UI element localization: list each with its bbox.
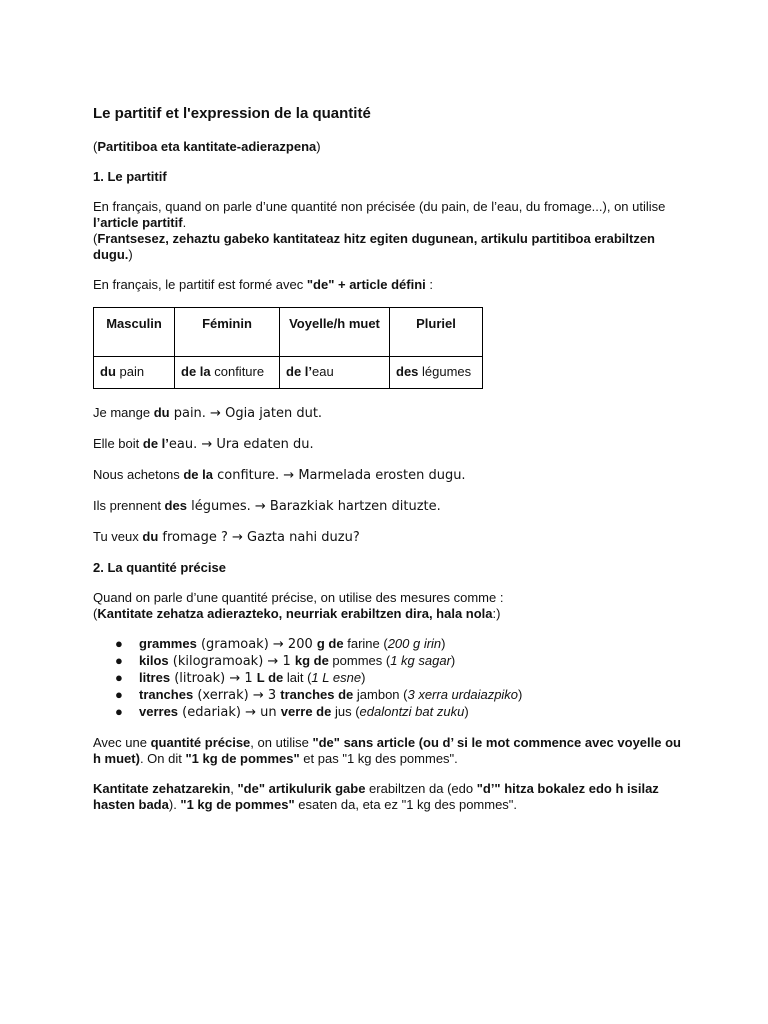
partitif-table [93,307,483,389]
rule-text: et pas "1 kg des pommes". [299,751,458,766]
subtitle [93,139,683,155]
unit-rest: farine ( [343,636,388,651]
measures-list [93,636,683,721]
example-post: légumes. → Barazkiak hartzen dituzte. [186,499,441,514]
unit-name: grammes [139,636,197,651]
rule-bold: "1 kg de pommes" [185,751,300,766]
quantite-intro-basque [93,606,683,622]
example-sentence [93,405,683,422]
unit-rest: jambon ( [353,687,408,702]
table-cell [280,357,390,389]
example-sentence [93,467,683,484]
rule-bold: "de" artikulurik gabe [237,781,366,796]
list-item [93,653,683,670]
quantite-intro: Quand on parle d’une quantité précise, on utilise des mesures comme : [93,590,504,605]
unit-example: verre de [280,704,332,719]
example-post: fromage ? → Gazta nahi duzu? [158,530,360,545]
cell-bold: de l’ [286,364,313,379]
partitif-intro-basque [93,231,683,263]
cell-text: légumes [418,364,472,379]
rule-bold: "d’" hitza bokalez edo h isilaz hasten bada [93,781,659,812]
partitif-formation [93,277,683,293]
bullet-icon: ● [115,636,123,651]
table-header: Voyelle/h muet [280,308,390,357]
example-sentence [93,436,683,453]
unit-rest: jus ( [331,704,360,719]
unit-translation: edalontzi bat zuku [359,704,465,719]
section-heading-quantite: 2. La quantité précise [93,560,226,575]
unit-name: kilos [139,653,169,668]
document-body [93,104,683,827]
unit-end: ) [450,653,456,668]
unit-end: ) [361,670,366,685]
unit-rest: lait ( [283,670,312,685]
basque-bold: Kantitate zehatza adierazteko, neurriak erabiltzen dira, hala nola [97,606,493,621]
example-bold: du [153,405,170,420]
cell-text: eau [312,364,334,379]
example-pre: Nous achetons [93,467,184,482]
subtitle-open: ( [93,139,98,154]
table-row [94,357,483,389]
basque-bold: Frantsesez, zehaztu gabeko kantitateaz hitz egiten dugunean, artikulu partitiboa erabiltzen dugu. [93,231,655,262]
formed-bold: "de" + article défini [306,277,426,292]
basque-open: ( [93,231,98,246]
unit-rest: pommes ( [328,653,391,668]
example-bold: des [164,498,187,513]
unit-example: kg de [294,653,329,668]
unit-translation: 1 L esne [311,670,362,685]
example-sentence [93,498,683,515]
example-pre: Tu veux [93,529,143,544]
subtitle-close: ) [316,139,321,154]
example-bold: du [142,529,159,544]
page-title: Le partitif et l'expression de la quantité [93,105,371,122]
example-pre: Elle boit [93,436,143,451]
rule-text: . On dit [139,751,186,766]
unit-name: tranches [139,687,194,702]
example-bold: de l’ [142,436,169,451]
table-cell [390,357,483,389]
example-post: confiture. → Marmelada erosten dugu. [212,468,466,483]
intro-text: En français, quand on parle d’une quantité non précisée (du pain, de l’eau, du fromage...), on utilise [93,199,666,214]
table-header: Féminin [175,308,280,357]
unit-end: ) [518,687,523,702]
rule-text: , [230,781,238,796]
list-item [93,704,683,721]
rule-basque [93,781,683,813]
unit-name: litres [139,670,171,685]
unit-example: tranches de [280,687,354,702]
unit-end: ) [464,704,469,719]
unit-example: L de [256,670,284,685]
unit-name: verres [139,704,179,719]
unit-basque: (litroak) → 1 [170,671,257,686]
basque-open: ( [93,606,98,621]
bullet-icon: ● [115,653,123,668]
cell-text: confiture [210,364,265,379]
table-cell [94,357,175,389]
table-header: Pluriel [390,308,483,357]
section-heading-partitif: 1. Le partitif [93,169,167,184]
unit-example: g de [316,636,344,651]
rule-french [93,735,683,767]
example-bold: de la [183,467,213,482]
formed-end: : [425,277,434,292]
unit-basque: (gramoak) → 200 [196,637,317,652]
intro-bold: l’article partitif [93,215,183,230]
list-item [93,687,683,704]
unit-basque: (edariak) → un [178,705,281,720]
example-sentence [93,529,683,546]
bullet-icon: ● [115,670,123,685]
basque-close: :) [492,606,501,621]
list-item [93,670,683,687]
rule-text: erabiltzen da (edo [365,781,477,796]
unit-translation: 3 xerra urdaiazpiko [407,687,519,702]
unit-basque: (xerrak) → 3 [193,688,281,703]
rule-bold: "1 kg de pommes" [180,797,295,812]
rule-text: esaten da, eta ez "1 kg des pommes". [294,797,518,812]
basque-close: ) [128,247,133,262]
rule-bold: quantité précise [150,735,251,750]
partitif-intro [93,199,683,231]
rule-text: Avec une [93,735,151,750]
rule-text: , on utilise [250,735,313,750]
example-pre: Ils prennent [93,498,165,513]
table-cell [175,357,280,389]
example-pre: Je mange [93,405,154,420]
example-post: pain. → Ogia jaten dut. [169,406,323,421]
unit-basque: (kilogramoak) → 1 [168,654,295,669]
list-item [93,636,683,653]
unit-end: ) [441,636,446,651]
cell-bold: des [396,364,419,379]
bullet-icon: ● [115,704,123,719]
intro-end: . [182,215,187,230]
unit-translation: 1 kg sagar [390,653,451,668]
rule-bold: "de" sans article (ou d’ si le mot commence avec voyelle ou h muet) [93,735,681,766]
formed-text: En français, le partitif est formé avec [93,277,307,292]
table-header-row [94,308,483,357]
table-header: Masculin [94,308,175,357]
subtitle-bold: Partitiboa eta kantitate-adierazpena [97,139,317,154]
cell-text: pain [115,364,145,379]
rule-text: ). [168,797,181,812]
bullet-icon: ● [115,687,123,702]
rule-bold: Kantitate zehatzarekin [93,781,231,796]
cell-bold: du [100,364,116,379]
example-post: eau. → Ura edaten du. [168,437,314,452]
cell-bold: de la [181,364,211,379]
unit-translation: 200 g irin [387,636,442,651]
